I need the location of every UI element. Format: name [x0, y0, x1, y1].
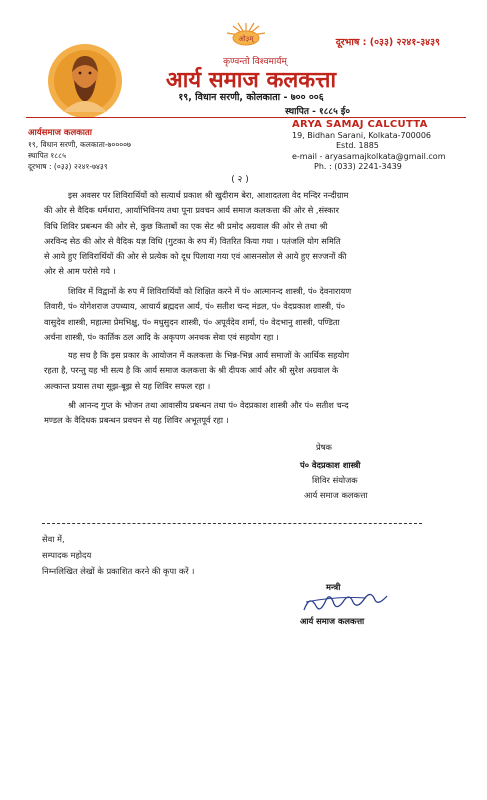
signatory-role: मन्त्री: [326, 582, 341, 592]
paragraph-4: [44, 398, 452, 429]
paragraph-3: [44, 348, 452, 394]
paragraph-line: शिविर में विद्वानों के रुप में शिविरार्थियों को शिक्षित करने में पं० आत्मानन्द शास्त्री, पं० देवनारायण: [68, 286, 352, 296]
page-number: ( २ ): [231, 175, 249, 185]
estd-english: Estd. 1885: [336, 141, 379, 150]
paragraph-line: अर्चना शास्त्री, पं० कार्तिक ठल आदि के अकृपण अनथक सेवा एवं सहयोग रहा ।: [44, 331, 279, 342]
paragraph-line: ओर से आम परोसे गये ।: [44, 266, 116, 277]
sender-label: प्रेषक: [316, 442, 332, 452]
paragraph-line: श्री आनन्द गुप्त के भोजन तथा आवासीय प्रबन्धन तथा पं० वेदप्रकाश शास्त्री और पं० सतीश चन्द: [68, 400, 349, 410]
signatory-org: आर्य समाज कलकत्ता: [300, 616, 365, 626]
paragraph-line: इस अवसर पर शिविरार्थियों को सत्यार्थ प्रकाश श्री खुदीराम बेरा, आशादतला वेद मन्दिर नन्दीग्राम: [68, 190, 349, 200]
om-sun-emblem: [224, 22, 268, 46]
paragraph-1: [44, 188, 452, 280]
sender-org: आर्य समाज कलकत्ता: [304, 490, 368, 500]
paragraph-line: वासुदेव शास्त्री, महात्मा प्रेमभिक्षु, पं० मधुसुदन शास्त्री, पं० अपूर्वदेव शर्मा, पं० वेदभानु शास्त्री, पण्डिता: [44, 316, 340, 327]
left-estd: स्थापित १८८५: [28, 151, 66, 160]
paragraph-line: से आये हुए शिविरार्थियों की ओर से प्रत्येक को दूध पिलाया गया एवं आसनसोल से आये हुए सज्जनों की: [44, 251, 347, 262]
email: e-mail - aryasamajkolkata@gmail.com: [292, 151, 446, 161]
paragraph-line: अल्कान्त प्रयास तथा सूझ-बूझ से यह शिविर सफल रहा ।: [44, 380, 211, 391]
left-org-name: आर्यसमाज कलकाता: [28, 128, 92, 138]
paragraph-2: [44, 284, 452, 345]
org-title-hindi: आर्य समाज कलकत्ता: [165, 68, 337, 93]
motto: कृण्वन्तो विश्वमार्यम्: [223, 57, 287, 67]
header-rule: [26, 117, 466, 118]
left-phone: दूरभाष : (०३३) २२४१-७४३९: [28, 162, 108, 171]
left-address-block: [28, 128, 168, 172]
recipient: सम्पादक महोदय: [42, 550, 92, 560]
sender-role: शिविर संयोजक: [312, 475, 358, 485]
paragraph-line: रहता है, परन्तु यह भी सत्य है कि आर्य समाज कलकत्ता के श्री दीपक आर्य और श्री सुरेश अग्रवाल के: [44, 365, 339, 376]
paragraph-line: की ओर से वैदिक धर्मधारा, आर्याभिविनय तथा पूना प्रवचन आर्य समाज कलकत्ता की ओर से ,संस्कार: [44, 205, 339, 216]
emblem-text: ओ३म्: [238, 35, 254, 43]
letterhead-phone: दूरभाष : (०३३) २२४१-३४३९: [335, 37, 440, 48]
paragraph-line: मण्डल के वैदिधक प्रबन्धन प्रवचन से यह शिविर अभूतपूर्व रहा ।: [44, 415, 229, 426]
paragraph-line: यह सच है कि इस प्रकार के आयोजन में कलकत्ता के भिन्न-भिन्न आर्य समाजों के आर्थिक सहयोग: [68, 350, 349, 360]
publication-request: निम्नलिखित लेखों के प्रकाशित करने की कृपा करें ।: [42, 566, 195, 576]
org-address-hindi: १९, विधान सरणी, कोलकाता - ७०० ००६: [178, 92, 324, 103]
signature: [300, 592, 390, 616]
phone-english: Ph. : (033) 2241-3439: [314, 162, 402, 171]
sender-name: पं० वेदप्रकाश शास्त्री: [300, 460, 361, 470]
addressee-line: सेवा में,: [42, 534, 65, 544]
paragraph-line: विधि शिविर प्रबन्धन की ओर से, कुछ किताबों का एक सेट श्री प्रमोद अग्रवाल की ओर से तथा श्री: [44, 220, 328, 231]
established-hindi: स्थापित - १८८५ ई०: [285, 107, 350, 117]
right-address-block: [292, 120, 472, 173]
paragraph-line: तिवारी, पं० योगेशराज उपध्याय, आचार्य ब्रह्मदत्त आर्य, पं० सतीश चन्द मंडल, पं० वेदप्रकाश शास्त्री, पं०: [44, 301, 346, 312]
founder-portrait: [47, 42, 123, 120]
paragraph-line: अरविन्द सेठ की ओर से वैदिक यज्ञ विधि (गुटका के रुप में) वितरित किया गया । पतंजलि योग समिति: [44, 235, 341, 246]
org-title-english: ARYA SAMAJ CALCUTTA: [292, 119, 428, 130]
address-english: 19, Bidhan Sarani, Kolkata-700006: [292, 130, 432, 140]
left-address: १९, विधान सरणी, कलकाता-७००००७: [28, 140, 131, 149]
section-divider: [42, 523, 422, 524]
